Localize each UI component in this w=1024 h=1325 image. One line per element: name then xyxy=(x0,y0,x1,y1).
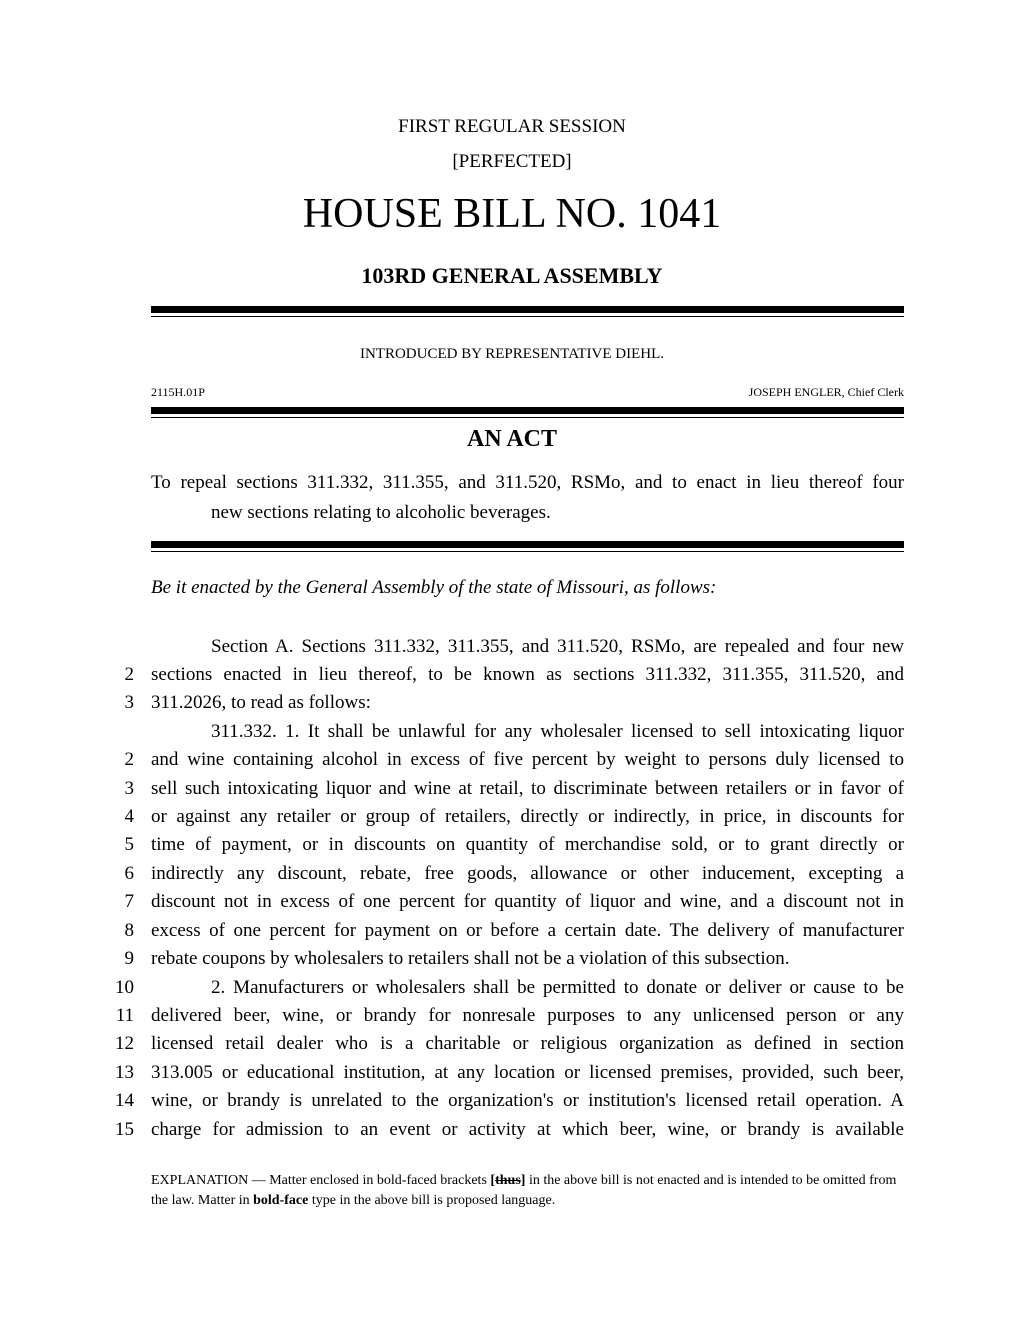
explanation-text: in the above bill is not enacted and is intended to be omitted from the law. Matter in xyxy=(151,1173,897,1208)
enacting-clause: Be it enacted by the General Assembly of the state of Missouri, as follows: xyxy=(151,577,717,598)
bill-text-line: licensed retail dealer who is a charitable or religious organization as defined in section xyxy=(151,1033,904,1054)
line-number: 12 xyxy=(115,1033,134,1054)
act-rule-thin xyxy=(151,417,904,418)
header-rule-thick xyxy=(151,306,904,313)
bill-text-line: excess of one percent for payment on or before a certain date. The delivery of manufacturer xyxy=(151,920,904,941)
bracket-open: [ xyxy=(490,1173,496,1188)
line-number: 10 xyxy=(115,977,134,998)
chief-clerk: JOSEPH ENGLER, Chief Clerk xyxy=(748,385,904,399)
line-number: 13 xyxy=(115,1062,134,1083)
bill-text-line: 311.332. 1. It shall be unlawful for any wholesaler licensed to sell intoxicating liquor xyxy=(211,721,904,742)
title-rule-thin xyxy=(151,551,904,552)
introduced-by: INTRODUCED BY REPRESENTATIVE DIEHL. xyxy=(359,346,665,362)
bill-text-line: delivered beer, wine, or brandy for nonresale purposes to any unlicensed person or any xyxy=(151,1005,904,1026)
explanation-text: type in the above bill is proposed language. xyxy=(308,1193,556,1208)
session-label: FIRST REGULAR SESSION xyxy=(398,116,626,137)
title-rule-thick xyxy=(151,541,904,548)
bill-text-line: charge for admission to an event or activity at which beer, wine, or brandy is available xyxy=(151,1119,904,1140)
line-number: 7 xyxy=(124,891,134,912)
bill-status: [PERFECTED] xyxy=(452,151,572,172)
header-rule-thin xyxy=(151,316,904,317)
explanation-footnote xyxy=(151,1171,904,1211)
line-number: 3 xyxy=(124,778,134,799)
bill-text-line: Section A. Sections 311.332, 311.355, and 311.520, RSMo, are repealed and four new xyxy=(211,636,904,657)
bill-text-line: rebate coupons by wholesalers to retailers shall not be a violation of this subsection. xyxy=(151,948,790,969)
line-number: 6 xyxy=(124,863,134,884)
bracket-close: ] xyxy=(520,1173,526,1188)
bill-text-line: 311.2026, to read as follows: xyxy=(151,692,371,713)
bill-text-line: sections enacted in lieu thereof, to be known as sections 311.332, 311.355, 311.520, and xyxy=(151,664,904,685)
line-number: 2 xyxy=(124,664,134,685)
line-number: 4 xyxy=(124,806,134,827)
bill-text-line: 2. Manufacturers or wholesalers shall be permitted to donate or deliver or cause to be xyxy=(211,977,904,998)
explanation-text: EXPLANATION — Matter enclosed in bold-faced brackets xyxy=(151,1173,491,1188)
bill-text-line: indirectly any discount, rebate, free goods, allowance or other inducement, excepting a xyxy=(151,863,904,884)
bill-text-line: sell such intoxicating liquor and wine at retail, to discriminate between retailers or in favor of xyxy=(151,778,904,799)
line-number: 8 xyxy=(124,920,134,941)
bold-example: bold-face xyxy=(253,1193,309,1208)
bill-text-line: 313.005 or educational institution, at any location or licensed premises, provided, such beer, xyxy=(151,1062,904,1083)
bill-text-line: time of payment, or in discounts on quantity of merchandise sold, or to grant directly or xyxy=(151,834,904,855)
struck-example: thus xyxy=(495,1173,521,1188)
act-rule-thick xyxy=(151,407,904,414)
assembly-label: 103RD GENERAL ASSEMBLY xyxy=(361,263,663,288)
line-number: 9 xyxy=(124,948,134,969)
bill-text-line: and wine containing alcohol in excess of five percent by weight to persons duly licensed to xyxy=(151,749,904,770)
line-number: 5 xyxy=(124,834,134,855)
line-number: 11 xyxy=(115,1005,134,1026)
line-number: 15 xyxy=(115,1119,134,1140)
lr-number: 2115H.01P xyxy=(151,385,205,399)
line-number: 2 xyxy=(124,749,134,770)
bill-text-line: wine, or brandy is unrelated to the organization's or institution's licensed retail operation. A xyxy=(151,1090,904,1111)
act-title-line: new sections relating to alcoholic beverages. xyxy=(211,502,551,523)
line-number: 3 xyxy=(124,692,134,713)
bill-text-line: discount not in excess of one percent for quantity of liquor and wine, and a discount not in xyxy=(151,891,904,912)
act-heading: AN ACT xyxy=(466,426,557,452)
act-title-line: To repeal sections 311.332, 311.355, and 311.520, RSMo, and to enact in lieu thereof four xyxy=(151,472,904,493)
line-number: 14 xyxy=(115,1090,134,1111)
bill-text-line: or against any retailer or group of retailers, directly or indirectly, in price, in discounts for xyxy=(151,806,904,827)
bill-title: HOUSE BILL NO. 1041 xyxy=(302,191,722,237)
